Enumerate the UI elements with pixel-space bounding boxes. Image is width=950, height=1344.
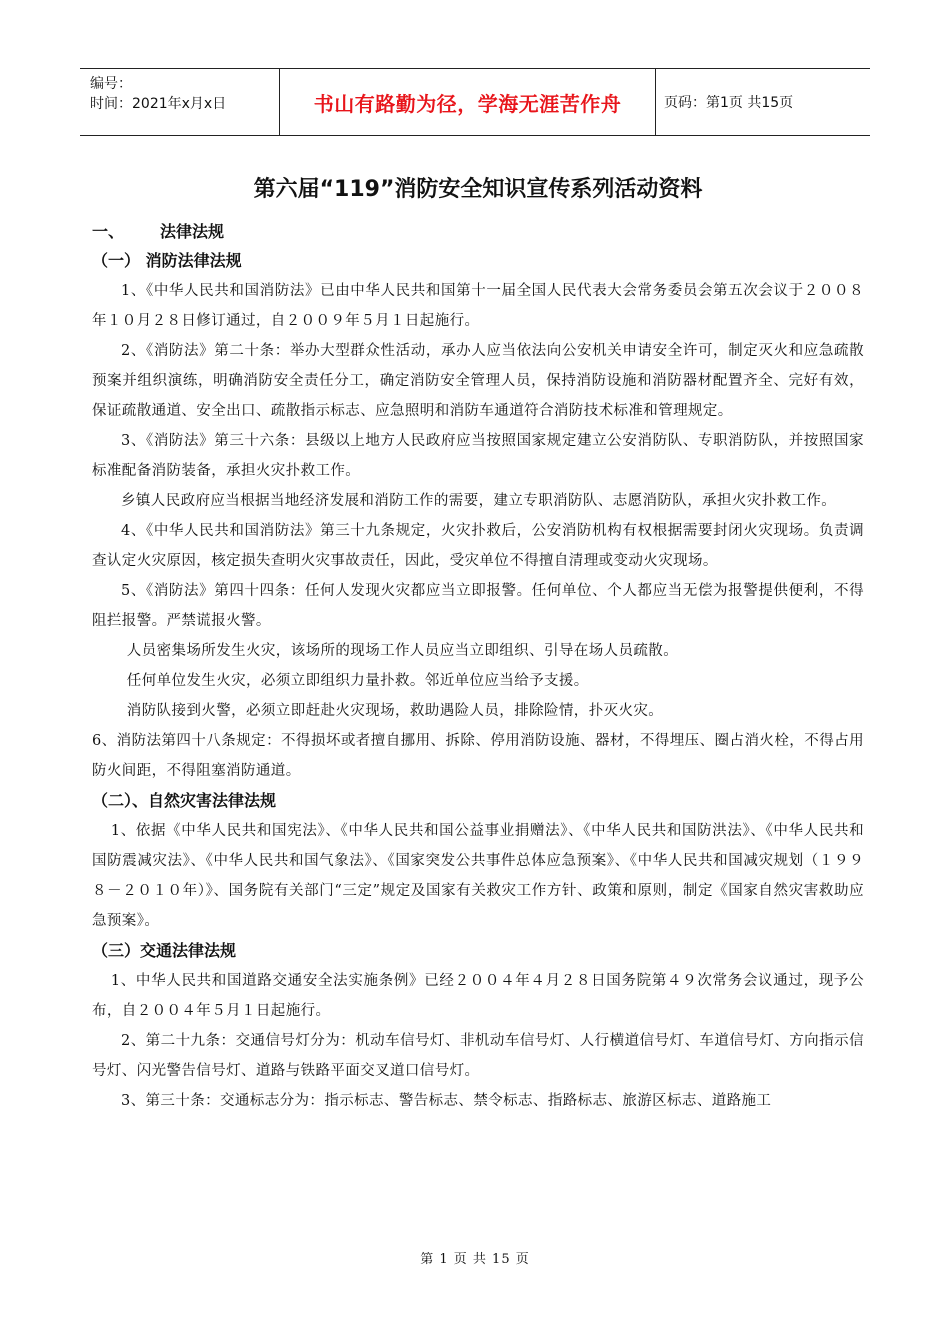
document-title: 第六届“119”消防安全知识宣传系列活动资料 bbox=[253, 177, 703, 202]
paragraph: 3、第三十条：交通标志分为：指示标志、警告标志、禁令标志、指路标志、旅游区标志、道路施工 bbox=[121, 1093, 772, 1109]
subsection-heading-2: （二）、自然灾害法律法规 bbox=[92, 791, 277, 810]
header-table bbox=[80, 68, 870, 136]
paragraph: 2、《消防法》第二十条：举办大型群众性活动，承办人应当依法向公安机关申请安全许可，制定灭火和应急疏散预案并组织演练，明确消防安全责任分工，确定消防安全管理人员，保持消防设施和消防器材配置齐全、完好有效，保证疏散通道、安全出口、疏散指示标志、应急照明和消防车通道符合消防技术标准和管理规定。 bbox=[92, 343, 864, 419]
section-number: 一、 bbox=[92, 222, 125, 241]
header-motto-cell bbox=[280, 69, 656, 135]
paragraph: 2、第二十九条：交通信号灯分为：机动车信号灯、非机动车信号灯、人行横道信号灯、车道信号灯、方向指示信号灯、闪光警告信号灯、道路与铁路平面交叉道口信号灯。 bbox=[92, 1033, 864, 1079]
subsection-heading-3: （三）交通法律法规 bbox=[92, 941, 237, 960]
section-heading-1 bbox=[92, 218, 864, 246]
paragraph: 消防队接到火警，必须立即赶赴火灾现场，救助遇险人员，排除险情，扑灭火灾。 bbox=[126, 703, 664, 719]
header-page-info: 页码：第1页 共15页 bbox=[664, 95, 794, 111]
paragraph: 乡镇人民政府应当根据当地经济发展和消防工作的需要，建立专职消防队、志愿消防队，承担火灾扑救工作。 bbox=[121, 493, 837, 509]
paragraph: 人员密集场所发生火灾，该场所的现场工作人员应当立即组织、引导在场人员疏散。 bbox=[126, 643, 679, 659]
paragraph: 1、依据《中华人民共和国宪法》、《中华人民共和国公益事业捐赠法》、《中华人民共和国防洪法》、《中华人民共和国防震减灾法》、《中华人民共和国气象法》、《国家突发公共事件总体应急预案》、《中华人民共和国减灾规划（１９９８－２０１０年）》、国务院有关部门“三定”规定及国家有关救灾工作方针、政策和原则，制定《国家自然灾害救助应急预案》。 bbox=[92, 823, 864, 929]
paragraph: 4、《中华人民共和国消防法》第三十九条规定，火灾扑救后，公安消防机构有权根据需要封闭火灾现场。负责调查认定火灾原因，核定损失查明火灾事故责任，因此，受灾单位不得擅自清理或变动火灾现场。 bbox=[92, 523, 864, 569]
document-body bbox=[92, 170, 864, 1116]
section-label: 法律法规 bbox=[160, 222, 225, 241]
paragraph: 1、《中华人民共和国消防法》已由中华人民共和国第十一届全国人民代表大会常务委员会第五次会议于２００８年１０月２８日修订通过，自２００９年５月１日起施行。 bbox=[92, 283, 864, 329]
header-meta bbox=[80, 69, 280, 135]
paragraph: 5、《消防法》第四十四条：任何人发现火灾都应当立即报警。任何单位、个人都应当无偿为报警提供便利，不得阻拦报警。严禁谎报火警。 bbox=[92, 583, 864, 629]
page-footer: 第 1 页 共 15 页 bbox=[420, 1252, 530, 1267]
paragraph: 3、《消防法》第三十六条：县级以上地方人民政府应当按照国家规定建立公安消防队、专职消防队，并按照国家标准配备消防装备，承担火灾扑救工作。 bbox=[92, 433, 864, 479]
subsection-heading-1: （一） 消防法律法规 bbox=[92, 251, 242, 270]
paragraph: 1、中华人民共和国道路交通安全法实施条例》已经２００４年４月２８日国务院第４９次常务会议通过，现予公布，自２００４年５月１日起施行。 bbox=[92, 973, 864, 1019]
paragraph: 任何单位发生火灾，必须立即组织力量扑救。邻近单位应当给予支援。 bbox=[126, 673, 589, 689]
header-motto: 书山有路勤为径，学海无涯苦作舟 bbox=[313, 91, 622, 116]
number-label: 编号： bbox=[90, 76, 132, 92]
paragraph: 6、消防法第四十八条规定：不得损坏或者擅自挪用、拆除、停用消防设施、器材，不得埋压、圈占消火栓，不得占用防火间距，不得阻塞消防通道。 bbox=[92, 733, 864, 779]
date-label: 时间：2021年x月x日 bbox=[90, 96, 227, 112]
